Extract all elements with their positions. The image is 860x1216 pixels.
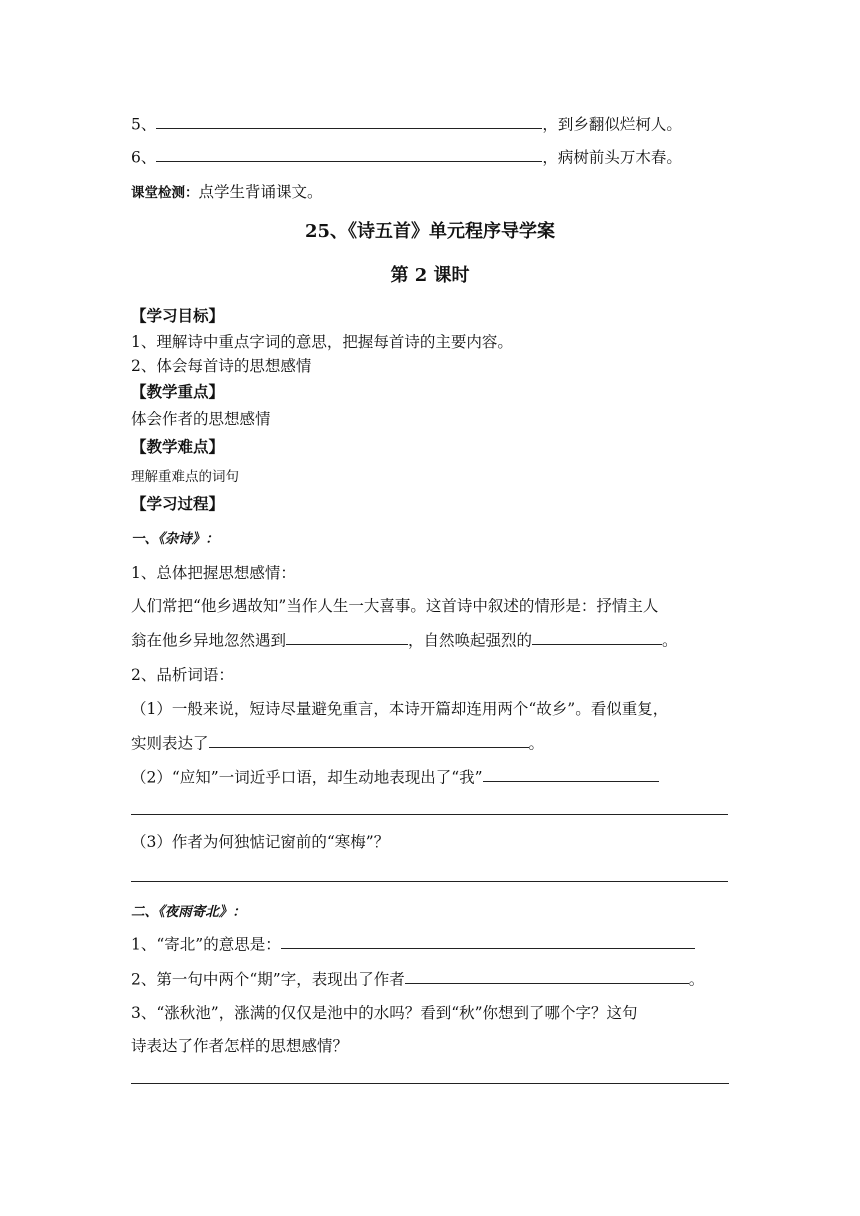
answer-blank[interactable] (286, 628, 408, 645)
process-heading: 【学习过程】 (131, 494, 225, 513)
class-check-label: 课堂检测： (131, 185, 199, 201)
part2-q3: 3、“涨秋池”，涨满的仅仅是池中的水吗？看到“秋”你想到了哪个字？这句 (131, 1004, 638, 1022)
answer-blank[interactable] (209, 731, 529, 748)
part1-q1: 1、总体把握思想感情： (131, 564, 296, 582)
answer-line[interactable] (131, 1083, 729, 1084)
answer-blank[interactable] (156, 112, 542, 129)
objective-item: 1、理解诗中重点字词的意思，把握每首诗的主要内容。 (131, 333, 513, 351)
text-segment: 。 (528, 734, 545, 753)
objectives-heading: 【学习目标】 (131, 306, 225, 325)
answer-blank[interactable] (532, 628, 662, 645)
focus-text: 体会作者的思想感情 (131, 410, 271, 428)
fill-line-6 (131, 145, 682, 167)
page-title: 25、《诗五首》单元程序导学案 (304, 221, 556, 242)
text-segment: （2）“应知”一词近乎口语，却生动地表现出了“我” (131, 768, 483, 787)
lesson-subtitle: 第 2 课时 (390, 265, 470, 286)
text-segment: 实则表达了 (131, 734, 209, 753)
difficulty-text: 理解重难点的词句 (131, 469, 239, 485)
part1-q2: 2、品析词语： (131, 666, 234, 684)
part1-q2-1-fill (131, 731, 544, 753)
answer-blank[interactable] (281, 932, 695, 949)
part2-q3-cont: 诗表达了作者怎样的思想感情？ (131, 1037, 349, 1055)
objective-item: 2、体会每首诗的思想感情 (131, 357, 312, 375)
fill-line-5 (131, 112, 682, 134)
text-segment: ，自然唤起强烈的 (408, 631, 533, 650)
part1-q2-1: （1）一般来说，短诗尽量避免重言，本诗开篇却连用两个“故乡”。看似重复， (131, 700, 669, 718)
difficulty-heading: 【教学难点】 (131, 437, 225, 456)
part1-heading: 一、《杂诗》： (131, 531, 219, 547)
part1-q1-fill (131, 628, 678, 650)
part1-q2-2 (131, 765, 659, 787)
answer-blank[interactable] (405, 967, 689, 984)
text-segment: 翁在他乡异地忽然遇到 (131, 631, 287, 650)
part2-q2 (131, 967, 704, 989)
answer-line[interactable] (131, 881, 728, 882)
part2-heading: 二、《夜雨寄北》： (131, 904, 246, 920)
answer-blank[interactable] (156, 145, 542, 162)
item-number: 6、 (131, 148, 157, 167)
part1-q1-text: 人们常把“他乡遇故知”当作人生一大喜事。这首诗中叙述的情形是：抒情主人 (131, 597, 659, 615)
class-check (131, 180, 323, 202)
answer-line[interactable] (131, 814, 728, 815)
poem-line: ，病树前头万木春。 (542, 148, 682, 167)
text-segment: 。 (662, 631, 678, 650)
class-check-text: 点学生背诵课文。 (198, 183, 323, 201)
part2-q1 (131, 932, 695, 954)
text-segment: 1、“寄北”的意思是： (131, 935, 281, 954)
text-segment: 2、第一句中两个“期”字，表现出了作者 (131, 970, 405, 989)
part1-q2-3: （3）作者为何独惦记窗前的“寒梅”？ (131, 833, 390, 851)
item-number: 5、 (131, 115, 157, 134)
text-segment: 。 (688, 970, 705, 989)
focus-heading: 【教学重点】 (131, 382, 225, 401)
poem-line: ，到乡翻似烂柯人。 (542, 115, 682, 134)
answer-blank[interactable] (483, 765, 659, 782)
